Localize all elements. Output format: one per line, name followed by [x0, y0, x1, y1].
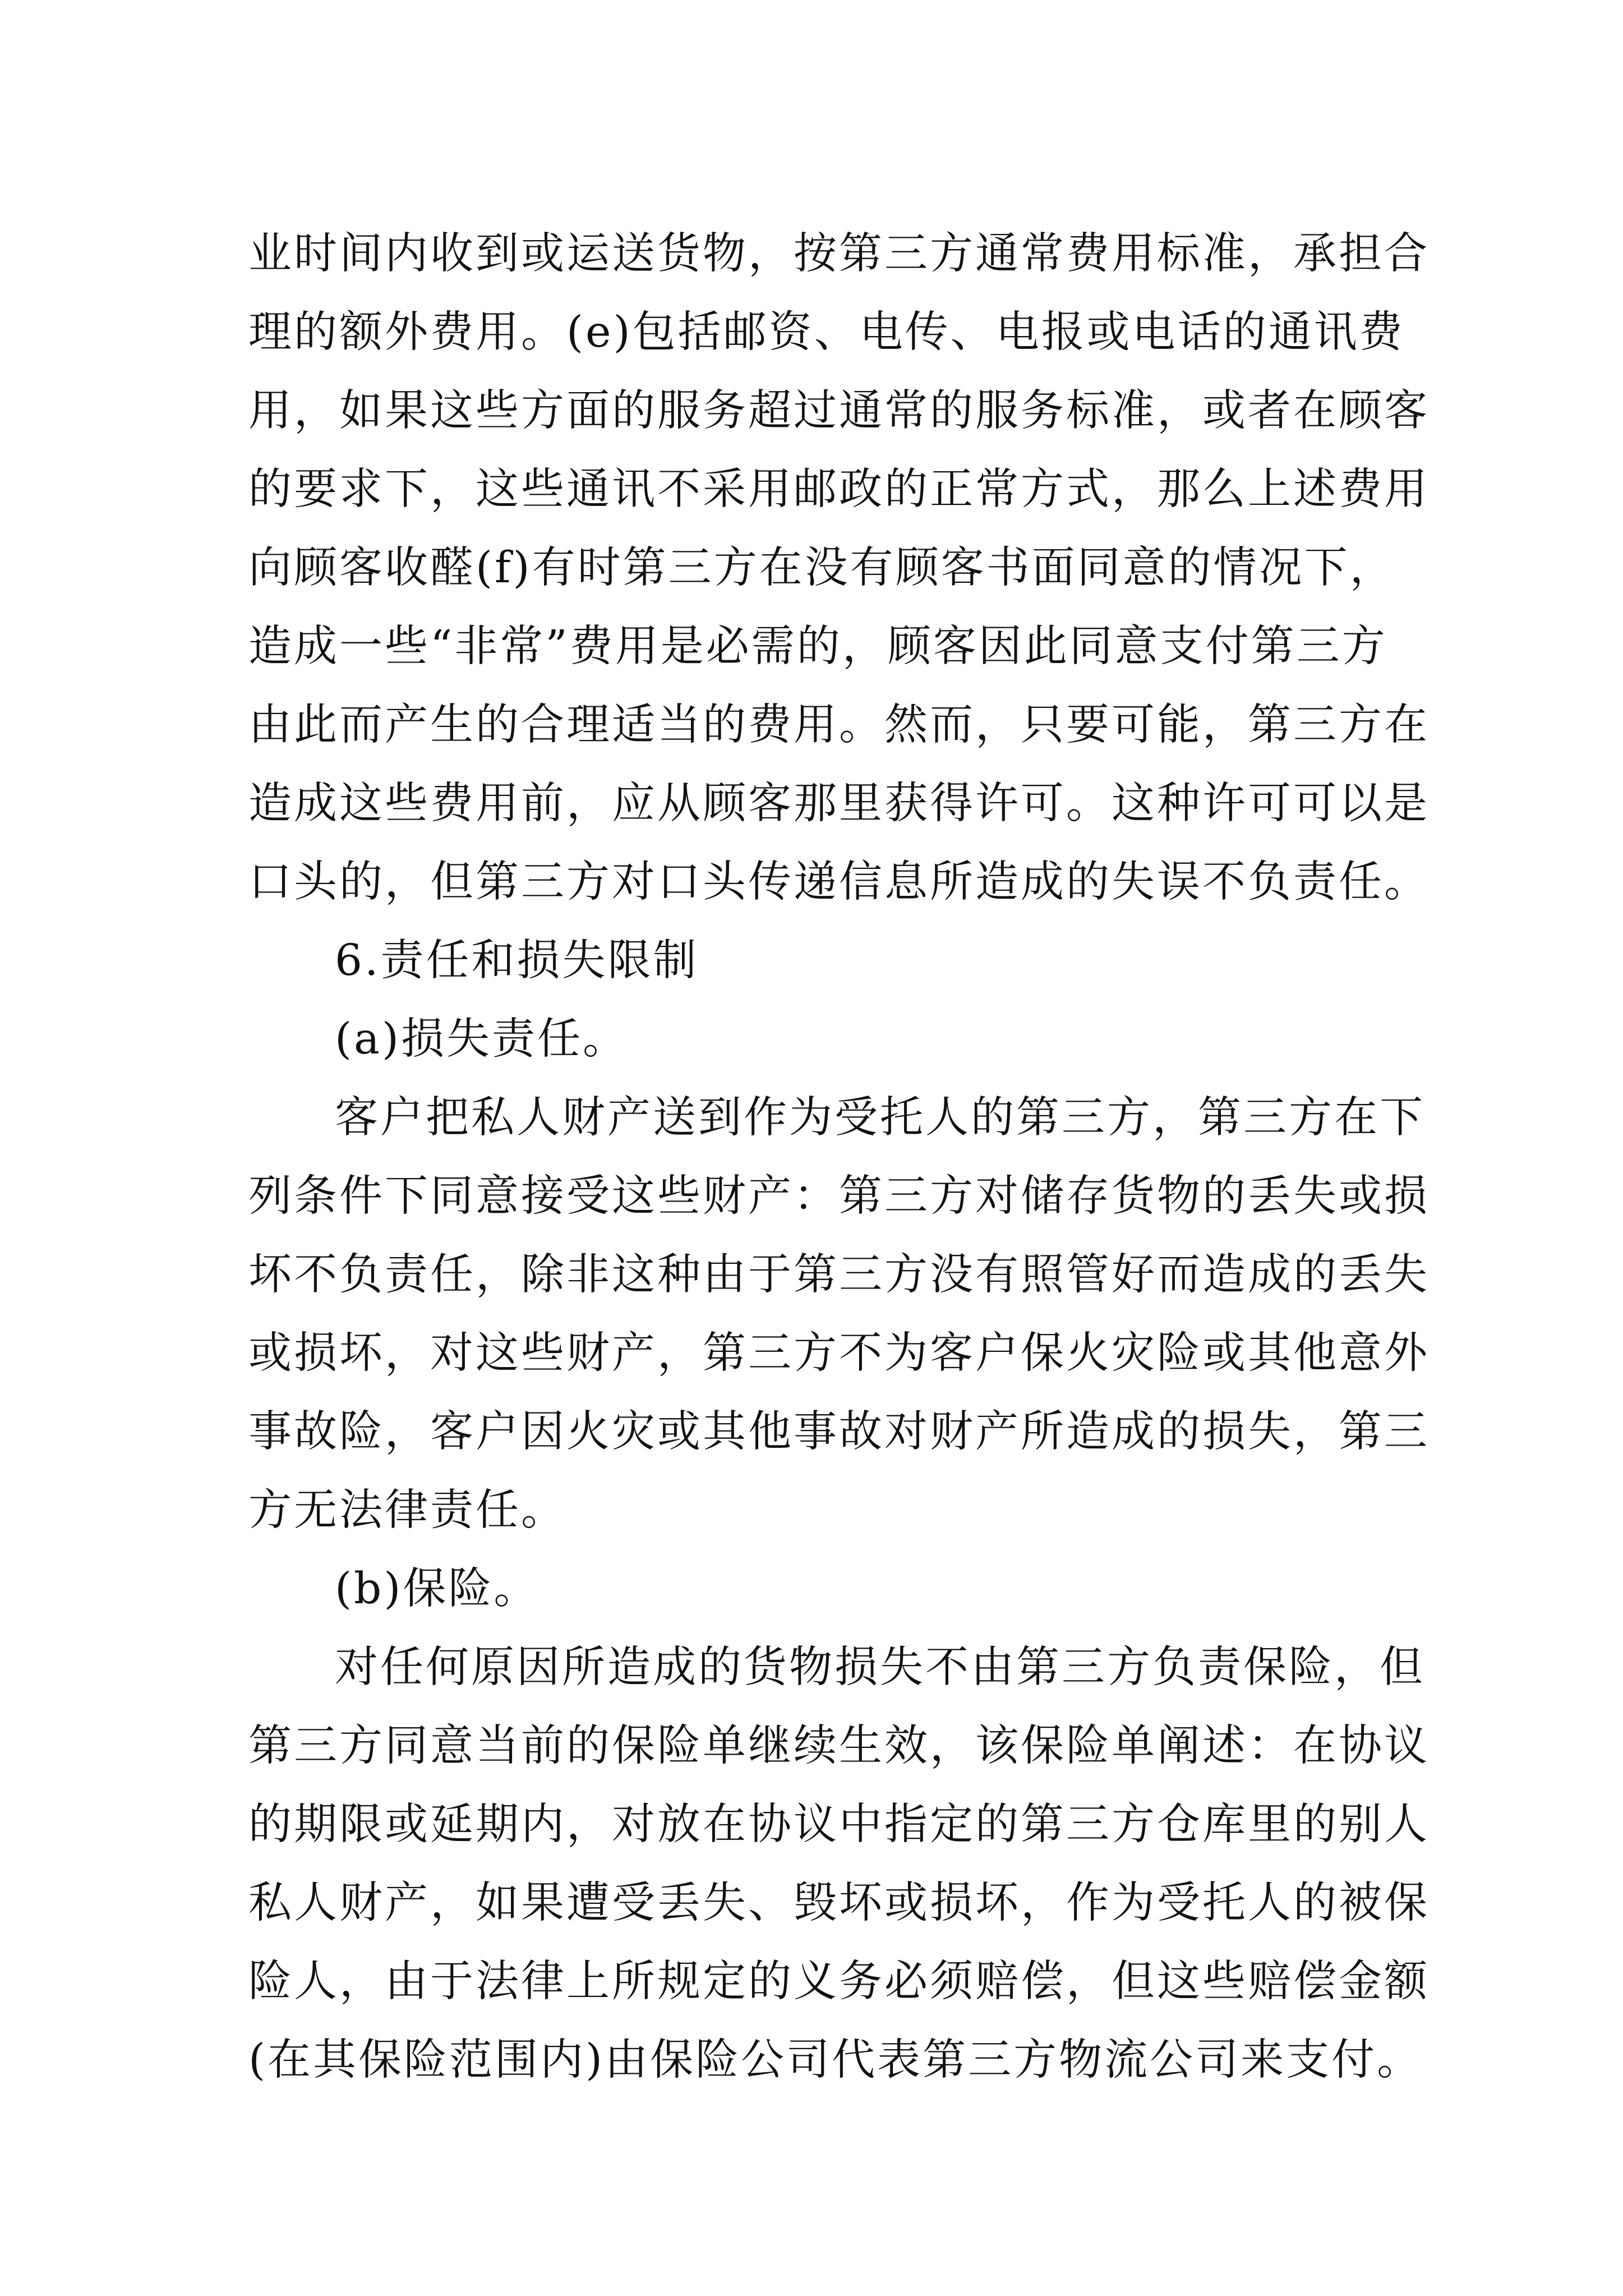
text-line: 6.责任和损失限制 — [335, 936, 699, 986]
text-line: 业时间内收到或运送货物，按第三方通常费用标准，承担合 — [248, 229, 1430, 279]
text-line: 或损坏，对这些财产，第三方不为客户保火灾险或其他意外 — [248, 1328, 1430, 1378]
text-line: 事故险，客户因火灾或其他事故对财产所造成的损失，第三 — [248, 1407, 1430, 1457]
text-line: 列条件下同意接受这些财产：第三方对储存货物的丢失或损 — [248, 1171, 1430, 1221]
text-line: 向顾客收醛(f)有时第三方在没有顾客书面同意的情况下， — [248, 543, 1395, 593]
text-line: 客户把私人财产送到作为受托人的第三方，第三方在下 — [335, 1093, 1425, 1143]
text-line: 方无法律责任。 — [248, 1485, 566, 1535]
text-line: (在其保险范围内)由保险公司代表第三方物流公司来支付。 — [248, 2035, 1423, 2085]
text-line: (a)损失责任。 — [335, 1014, 628, 1064]
text-line: 口头的，但第三方对口头传递信息所造成的失误不负责任。 — [248, 857, 1430, 907]
text-line: 由此而产生的合理适当的费用。然而，只要可能，第三方在 — [248, 700, 1430, 750]
text-line: 理的额外费用。(e)包括邮资、电传、电报或电话的通讯费 — [248, 307, 1405, 357]
text-line: 对任何原因所造成的货物损失不由第三方负责保险，但 — [335, 1642, 1425, 1692]
text-line: 险人，由于法律上所规定的义务必须赔偿，但这些赔偿金额 — [248, 1957, 1430, 2007]
text-line: (b)保险。 — [335, 1564, 540, 1614]
text-line: 用，如果这些方面的服务超过通常的服务标准，或者在顾客 — [248, 386, 1430, 436]
text-line: 的要求下，这些通讯不采用邮政的正常方式，那么上述费用 — [248, 464, 1430, 514]
text-line: 私人财产，如果遭受丢失、毁坏或损坏，作为受托人的被保 — [248, 1878, 1430, 1928]
text-line: 的期限或延期内，对放在协议中指定的第三方仓库里的别人 — [248, 1800, 1430, 1849]
text-line: 第三方同意当前的保险单继续生效，该保险单阐述：在协议 — [248, 1721, 1430, 1771]
text-line: 坏不负责任，除非这种由于第三方没有照管好而造成的丢失 — [248, 1250, 1430, 1300]
text-line: 造成一些“非常”费用是必需的，顾客因此同意支付第三方 — [248, 622, 1387, 671]
document-body — [248, 215, 1430, 2100]
text-line: 造成这些费用前，应从顾客那里获得许可。这种许可可以是 — [248, 779, 1430, 829]
